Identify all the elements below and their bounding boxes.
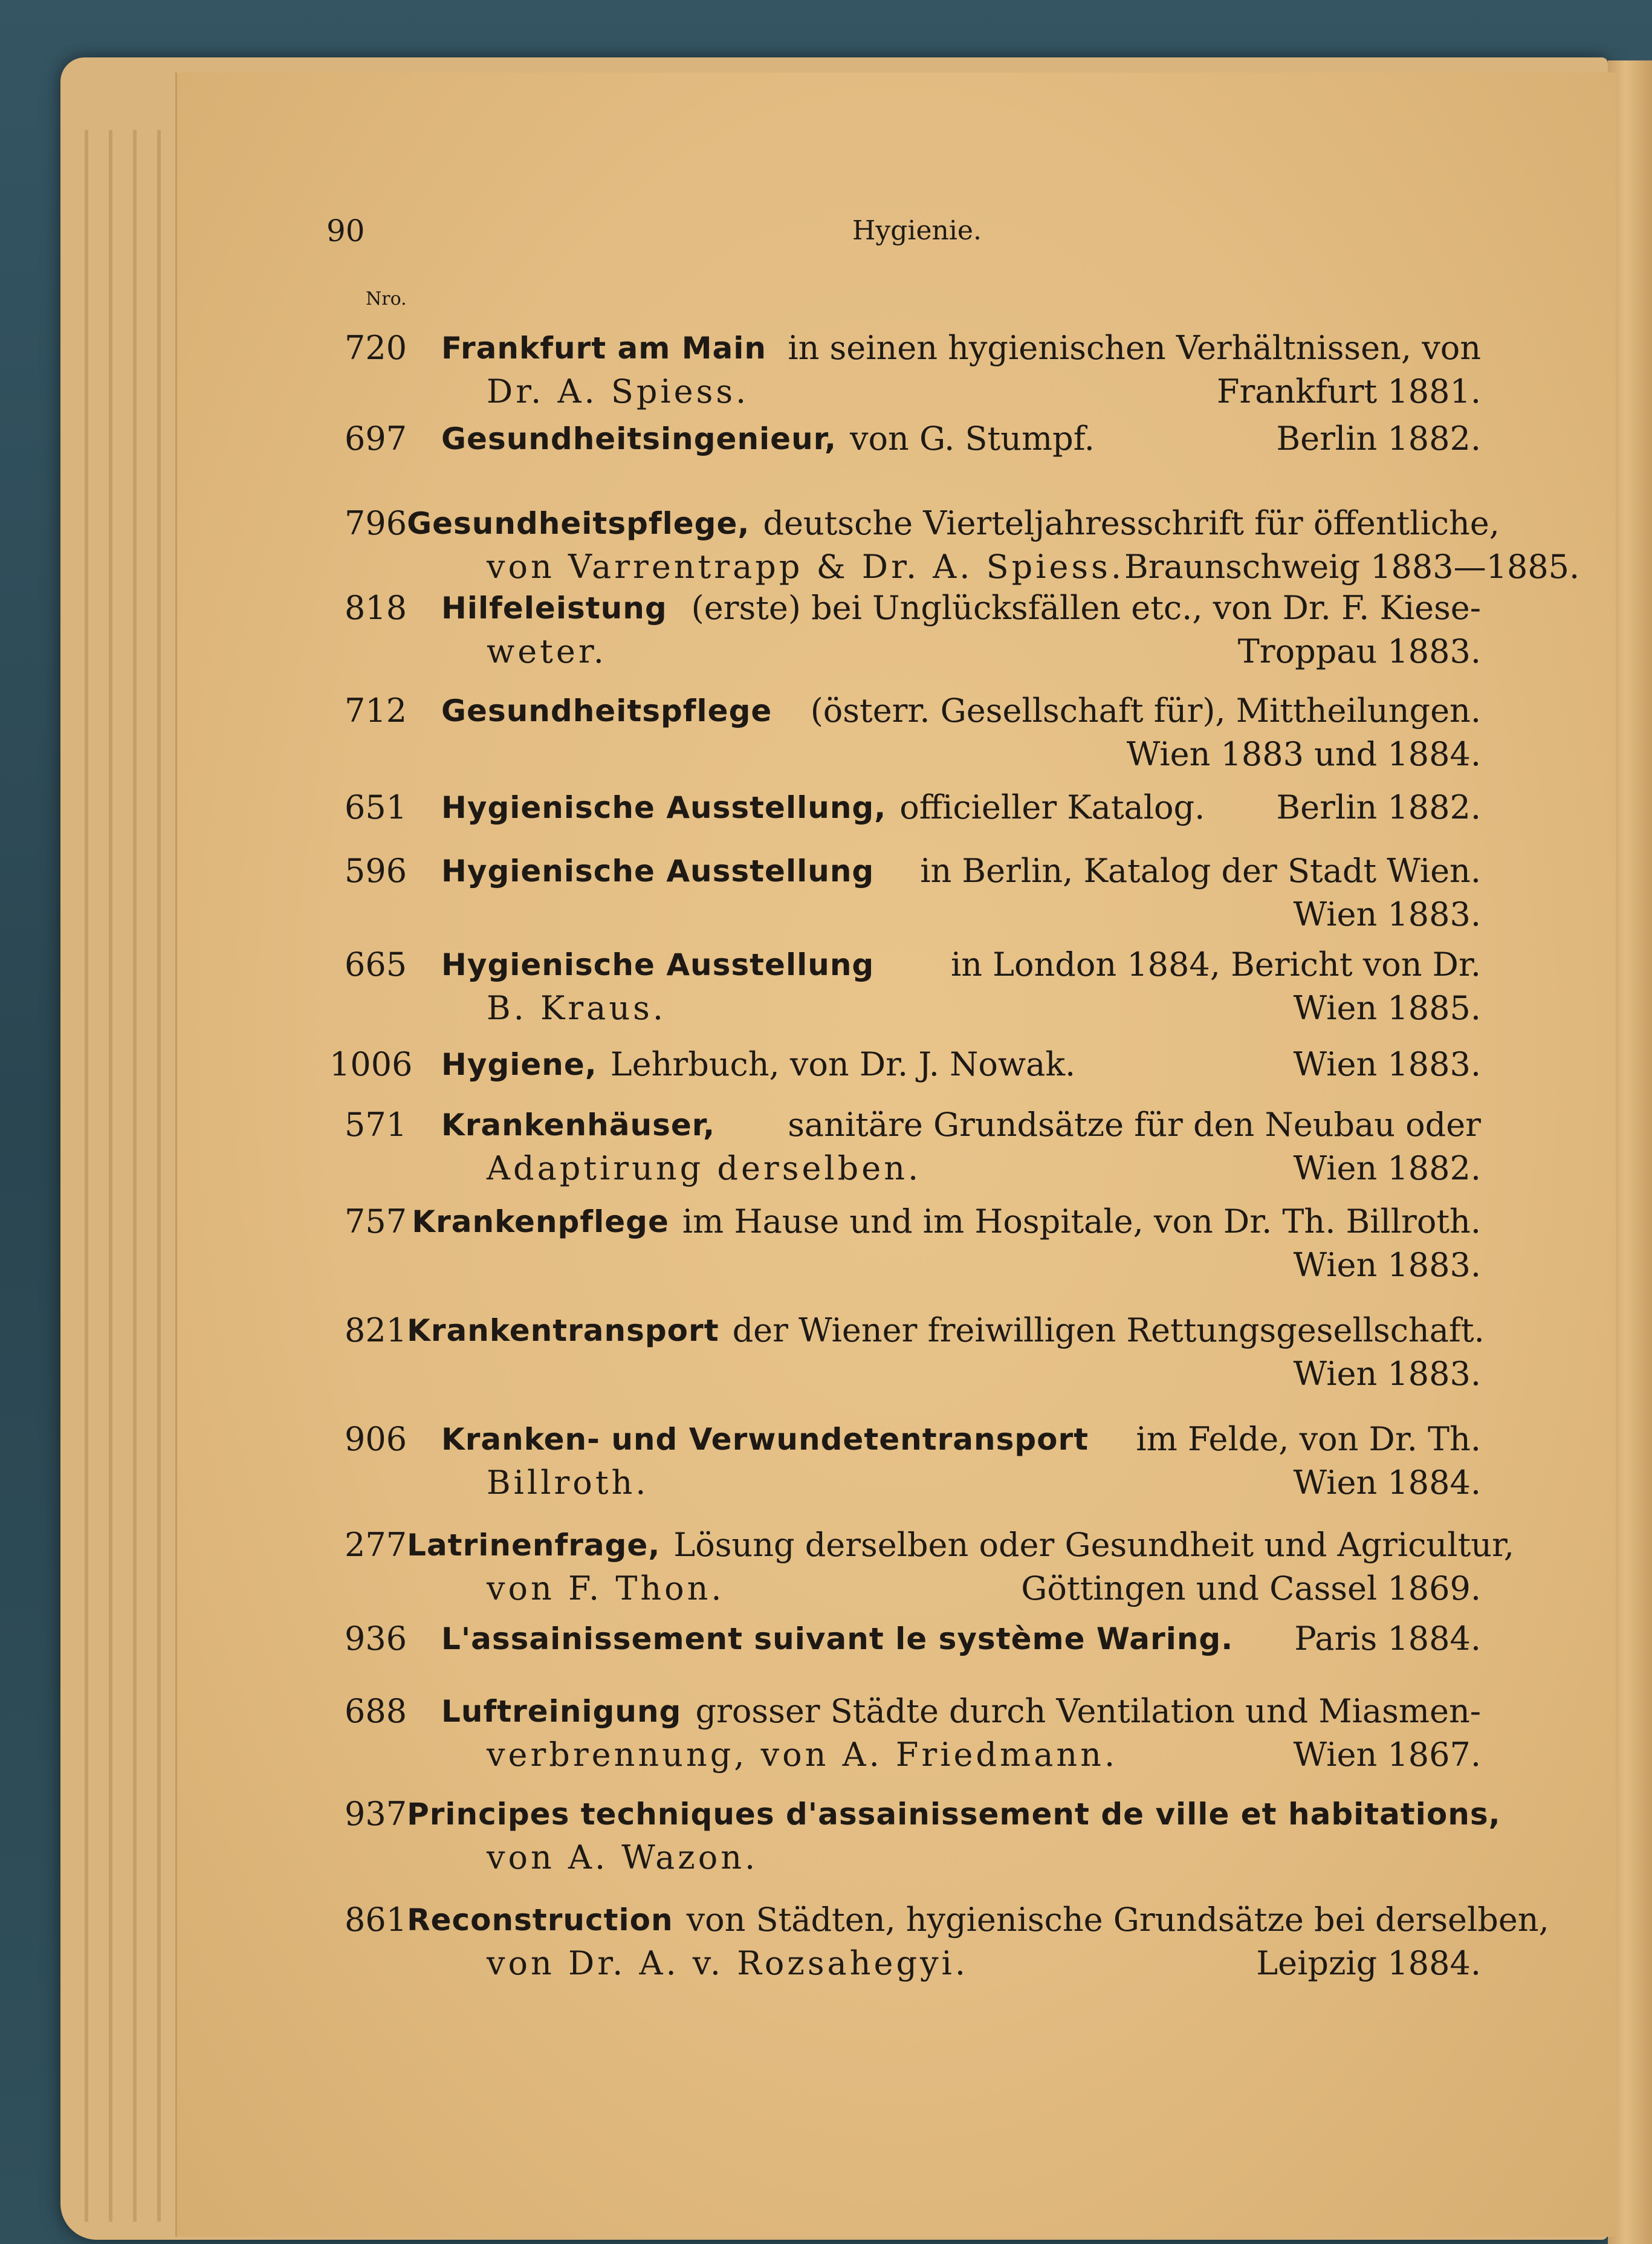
entry-number: 818 <box>345 589 407 627</box>
entry-first-line-text <box>407 1898 1549 1942</box>
entry-first-line-text <box>412 1200 1481 1244</box>
entry-first-line-text <box>407 1523 1514 1567</box>
bibliography-entry <box>345 1690 1481 1777</box>
entry-title: Hygienische Ausstellung, <box>441 790 887 825</box>
entry-first-line-text <box>441 689 1481 733</box>
entry-title: Principes techniques d'assainissement de ville et habitations, <box>407 1797 1501 1832</box>
entry-first-line <box>345 1690 1481 1733</box>
entry-first-line-text <box>441 1690 1481 1733</box>
entry-description: (österr. Gesellschaft für), Mittheilungen. <box>810 692 1481 730</box>
entry-place-year: Braunschweig 1883—1885. <box>1124 548 1580 586</box>
entry-title: Hygiene, <box>441 1047 597 1082</box>
entry-number: 571 <box>345 1106 407 1144</box>
entry-first-line <box>345 849 1481 893</box>
entry-first-line <box>345 943 1481 987</box>
entry-description: grosser Städte durch Ventilation und Miasmen- <box>695 1692 1481 1730</box>
entry-place-year: Wien 1883. <box>1293 1355 1481 1393</box>
column-label: Nro. <box>366 288 407 310</box>
entry-number: 937 <box>345 1795 407 1833</box>
page-edge <box>85 130 88 2222</box>
entry-first-line <box>345 586 1481 630</box>
entry-place-year: Wien 1882. <box>1293 1149 1481 1187</box>
bibliography-entry <box>345 326 1481 413</box>
entry-number: 651 <box>345 788 407 826</box>
entry-author: von Varrentrapp & Dr. A. Spiess. <box>487 548 1125 586</box>
entry-description: (erste) bei Unglücksfällen etc., von Dr. F. Kiese- <box>691 589 1481 627</box>
bibliography-entry <box>345 1418 1481 1505</box>
spacer <box>1233 1617 1294 1661</box>
entry-description: in Berlin, Katalog der Stadt Wien. <box>920 852 1481 890</box>
entry-first-line <box>345 689 1481 733</box>
entry-author: B. Kraus. <box>487 989 667 1027</box>
bibliography-entry <box>345 1200 1481 1287</box>
entry-first-line <box>329 1043 1481 1086</box>
entry-author: von Dr. A. v. Rozsahegyi. <box>487 1944 968 1982</box>
entry-title: Luftreinigung <box>441 1694 682 1729</box>
bibliography-entry <box>345 417 1481 461</box>
entry-title: Hygienische Ausstellung <box>441 854 875 889</box>
entry-place-year: Leipzig 1884. <box>1256 1944 1481 1982</box>
entry-place-year: Paris 1884. <box>1294 1620 1481 1658</box>
entry-first-line <box>345 1309 1485 1352</box>
entry-place-year: Wien 1883. <box>1293 1045 1481 1083</box>
bibliography-entry <box>345 943 1481 1030</box>
entry-first-line <box>345 1418 1481 1461</box>
entry-description: im Felde, von Dr. Th. <box>1136 1420 1481 1458</box>
bibliography-entry <box>345 1792 1501 1879</box>
entry-author: verbrennung, von A. Friedmann. <box>487 1736 1118 1774</box>
entry-second-line <box>345 1733 1481 1777</box>
entry-first-line-text <box>407 1309 1485 1352</box>
entry-title: Latrinenfrage, <box>407 1528 661 1563</box>
entry-number: 697 <box>345 420 407 458</box>
bibliography-entry <box>345 1103 1481 1190</box>
entry-first-line <box>345 417 1481 461</box>
entry-number: 596 <box>345 852 407 890</box>
entry-number: 796 <box>345 504 407 542</box>
entry-title: Kranken- und Verwundetentransport <box>441 1422 1089 1457</box>
entry-description: von G. Stumpf. <box>849 420 1095 458</box>
entry-first-line-text <box>441 1103 1481 1147</box>
entry-author: Dr. A. Spiess. <box>487 372 750 410</box>
entry-second-line <box>345 893 1481 936</box>
entry-first-line-text <box>441 1418 1481 1461</box>
entry-place-year: Berlin 1882. <box>1276 420 1481 458</box>
entry-first-line-text <box>441 417 1481 461</box>
entry-first-line <box>345 502 1500 545</box>
entry-first-line <box>345 1523 1515 1567</box>
entry-place-year: Wien 1883. <box>1293 895 1481 933</box>
entry-number: 720 <box>345 329 407 367</box>
entry-first-line-text <box>407 502 1500 545</box>
entry-first-line <box>345 1617 1481 1661</box>
entry-number: 821 <box>345 1311 407 1349</box>
entry-description: Lösung derselben oder Gesundheit und Agricultur, <box>673 1526 1515 1564</box>
entry-number: 712 <box>345 692 407 730</box>
entry-second-line <box>345 1942 1481 1985</box>
entry-first-line <box>345 1200 1481 1244</box>
entry-place-year: Troppau 1883. <box>1237 632 1481 670</box>
entry-description: deutsche Vierteljahresschrift für öffentliche, <box>763 504 1500 542</box>
bibliography-entry <box>345 1898 1549 1985</box>
page-number: 90 <box>326 213 365 248</box>
entry-second-line <box>345 1461 1481 1505</box>
entry-title: Gesundheitsingenieur, <box>441 421 837 456</box>
spacer <box>1205 786 1276 829</box>
entry-description: im Hause und im Hospitale, von Dr. Th. Billroth. <box>682 1202 1481 1240</box>
spacer <box>1075 1043 1293 1086</box>
entry-first-line <box>345 1103 1481 1147</box>
entry-title: Hilfeleistung <box>441 591 667 626</box>
bibliography-entry <box>329 1043 1481 1086</box>
entry-first-line <box>345 326 1481 370</box>
entry-number: 665 <box>345 945 407 984</box>
entry-place-year: Wien 1883 und 1884. <box>1126 735 1481 773</box>
entry-number: 277 <box>345 1526 407 1564</box>
entry-author: Billroth. <box>487 1464 649 1502</box>
entry-description: von Städten, hygienische Grundsätze bei derselben, <box>686 1901 1549 1939</box>
entry-description: officieller Katalog. <box>899 788 1205 826</box>
entry-title: Gesundheitspflege, <box>407 506 750 541</box>
entry-number: 1006 <box>329 1045 413 1083</box>
entry-place-year: Wien 1883. <box>1293 1246 1481 1284</box>
entry-second-line <box>345 1352 1481 1396</box>
entry-first-line-text <box>441 1617 1481 1661</box>
entry-first-line <box>345 1792 1501 1836</box>
entry-description: in seinen hygienischen Verhältnissen, von <box>788 329 1481 367</box>
running-title: Hygienie. <box>852 215 982 246</box>
entry-number: 906 <box>345 1420 407 1458</box>
entry-first-line-text <box>441 326 1481 370</box>
entry-author: von F. Thon. <box>487 1569 725 1607</box>
entry-title: Krankenpflege <box>412 1204 669 1239</box>
entry-second-line <box>345 1836 1481 1879</box>
entry-author: von A. Wazon. <box>487 1838 759 1876</box>
entry-first-line <box>345 1898 1549 1942</box>
entry-number: 861 <box>345 1901 407 1939</box>
entry-second-line <box>345 1147 1481 1190</box>
entry-title: Hygienische Ausstellung <box>441 947 875 982</box>
entry-number: 688 <box>345 1692 407 1730</box>
entry-second-line <box>345 370 1481 413</box>
entry-second-line <box>345 1567 1481 1610</box>
entry-description: der Wiener freiwilligen Rettungsgesellschaft. <box>732 1311 1485 1349</box>
entry-description: sanitäre Grundsätze für den Neubau oder <box>788 1106 1481 1144</box>
entry-author: weter. <box>487 632 607 670</box>
bibliography-entry <box>345 1309 1485 1396</box>
entry-author: Adaptirung derselben. <box>487 1149 922 1187</box>
entry-first-line-text <box>441 943 1481 987</box>
bibliography-entry <box>345 1523 1515 1610</box>
entry-place-year: Wien 1885. <box>1293 989 1481 1027</box>
entry-title: Krankenhäuser, <box>441 1107 716 1143</box>
entry-first-line <box>345 786 1481 829</box>
bibliography-entry <box>345 689 1481 776</box>
entry-second-line <box>345 987 1481 1030</box>
entry-place-year: Göttingen und Cassel 1869. <box>1021 1569 1481 1607</box>
page-edge <box>133 130 137 2222</box>
entry-second-line <box>345 545 1580 589</box>
entry-place-year: Wien 1867. <box>1293 1736 1481 1774</box>
entry-title: Reconstruction <box>407 1902 673 1938</box>
entry-first-line-text <box>441 786 1481 829</box>
entry-place-year: Wien 1884. <box>1293 1464 1481 1502</box>
bibliography-entry <box>345 586 1481 673</box>
entry-second-line <box>345 733 1481 776</box>
entry-place-year: Frankfurt 1881. <box>1216 372 1481 410</box>
entry-number: 936 <box>345 1620 407 1658</box>
bibliography-entry <box>345 849 1481 936</box>
entry-second-line <box>345 630 1481 673</box>
entry-description: in London 1884, Bericht von Dr. <box>950 945 1481 984</box>
spacer <box>1095 417 1277 461</box>
entry-first-line-text <box>407 1792 1501 1836</box>
bibliography-entry <box>345 502 1580 589</box>
entry-title: L'assainissement suivant le système Waring. <box>441 1621 1234 1656</box>
bibliography-entry <box>345 1617 1481 1661</box>
entry-title: Frankfurt am Main <box>441 331 766 366</box>
page-edge <box>157 130 161 2222</box>
entry-title: Gesundheitspflege <box>441 693 773 728</box>
entry-number: 757 <box>345 1202 407 1240</box>
entry-first-line-text <box>441 586 1481 630</box>
entry-title: Krankentransport <box>407 1313 719 1348</box>
entry-first-line-text <box>441 1043 1481 1086</box>
entry-place-year: Berlin 1882. <box>1276 788 1481 826</box>
entry-first-line-text <box>441 849 1481 893</box>
entry-description: Lehrbuch, von Dr. J. Nowak. <box>610 1045 1076 1083</box>
page-edge <box>109 130 112 2222</box>
bibliography-entry <box>345 786 1481 829</box>
entry-second-line <box>345 1244 1481 1287</box>
